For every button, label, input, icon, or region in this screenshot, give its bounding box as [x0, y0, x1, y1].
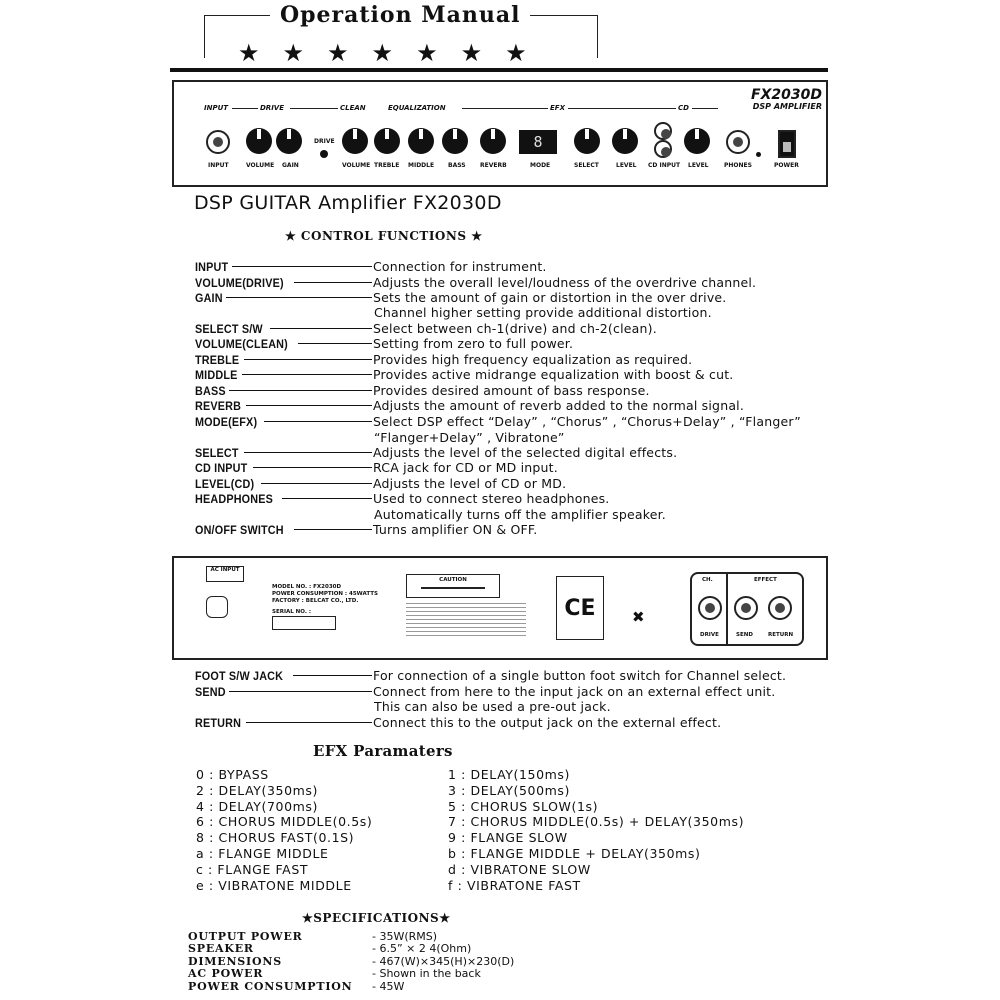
definition-row [195, 398, 745, 413]
definition-description: Select DSP effect “Delay” , “Chorus” , “Chorus+Delay” , “Flanger” [373, 414, 801, 429]
phones-jack [726, 130, 750, 154]
level-efx-knob [612, 128, 638, 154]
power-switch [778, 130, 796, 158]
definition-row [195, 445, 678, 460]
section-equalization: EQUALIZATION [388, 104, 446, 112]
spec-value: - 35W(RMS) [372, 930, 438, 943]
efx-heading: EFX Paramaters [313, 742, 453, 760]
mode-display: 8 [519, 130, 557, 154]
weee-icon: ✖ [632, 608, 645, 626]
definition-term: RETURN [195, 715, 242, 730]
leader-line [246, 405, 372, 406]
definition-row [195, 290, 727, 305]
spec-value: - 45W [372, 979, 405, 993]
spec-key: DIMENSIONS [188, 954, 282, 968]
efx-parameter: c : FLANGE FAST [196, 861, 309, 877]
label-reverb: REVERB [480, 162, 507, 169]
section-rule [692, 108, 718, 109]
definition-row [195, 259, 547, 274]
middle-knob [408, 128, 434, 154]
leader-line [264, 421, 372, 422]
definition-row [195, 321, 657, 336]
definition-description: Provides active midrange equalization with boost & cut. [373, 367, 734, 382]
serial-box [272, 616, 336, 630]
leader-line [253, 467, 372, 468]
ch-label: CH. [702, 577, 713, 583]
control-functions-heading: ★ CONTROL FUNCTIONS ★ [285, 229, 483, 243]
spec-key: POWER CONSUMPTION [188, 979, 353, 993]
label-mode: MODE [530, 162, 551, 169]
efx-parameter: 3 : DELAY(500ms) [448, 782, 571, 798]
section-rule [232, 108, 258, 109]
efx-parameter: e : VIBRATONE MIDDLE [196, 877, 352, 893]
definition-description: Sets the amount of gain or distortion in the over drive. [373, 290, 727, 305]
leader-line [293, 675, 372, 676]
label-volume-clean: VOLUME [342, 162, 371, 169]
manual-title: Operation Manual [270, 2, 530, 28]
definition-row [195, 476, 567, 491]
section-clean: CLEAN [340, 104, 366, 112]
gain-knob [276, 128, 302, 154]
leader-line [298, 343, 372, 344]
ac-input-label: AC INPUT [206, 566, 244, 582]
headphones-continuation: Automatically turns off the amplifier speaker. [374, 507, 666, 522]
definition-description: RCA jack for CD or MD input. [373, 460, 558, 475]
efx-parameter: 7 : CHORUS MIDDLE(0.5s) + DELAY(350ms) [448, 814, 745, 830]
volume-drive-knob [246, 128, 272, 154]
definition-row [195, 491, 610, 506]
header-divider [170, 68, 828, 72]
efx-parameter: 9 : FLANGE SLOW [448, 830, 568, 846]
leader-line [229, 390, 372, 391]
definition-term: CD INPUT [195, 460, 248, 475]
definition-row [195, 336, 574, 351]
label-gain: GAIN [282, 162, 299, 169]
definition-row [195, 275, 757, 290]
foot-switch-jack [698, 596, 722, 620]
front-panel-model: FX2030D DSP AMPLIFIER [751, 87, 822, 111]
definition-term: LEVEL(CD) [195, 476, 255, 491]
definition-term: TREBLE [195, 352, 240, 367]
send-jack-label: SEND [736, 632, 753, 638]
leader-line [261, 483, 372, 484]
back-panel-diagram [172, 556, 828, 660]
label-volume-drive: VOLUME [246, 162, 275, 169]
efx-parameter: 4 : DELAY(700ms) [196, 798, 319, 814]
definition-row [195, 668, 787, 683]
volume-clean-knob [342, 128, 368, 154]
definition-description: Provides desired amount of bass response. [373, 383, 650, 398]
definition-description: Adjusts the amount of reverb added to the normal signal. [373, 398, 745, 413]
definition-row [195, 715, 722, 730]
efx-parameter: d : VIBRATONE SLOW [448, 861, 591, 877]
document-title: DSP GUITAR Amplifier FX2030D [194, 192, 502, 214]
definition-description: Provides high frequency equalization as required. [373, 352, 693, 367]
spec-key: SPEAKER [188, 942, 254, 956]
leader-line [282, 498, 372, 499]
caution-label: CAUTION [406, 574, 500, 598]
leader-line [246, 722, 372, 723]
leader-line [242, 374, 372, 375]
power-led [756, 152, 761, 157]
label-level-efx: LEVEL [616, 162, 637, 169]
effect-label: EFFECT [754, 577, 777, 583]
return-jack [768, 596, 792, 620]
definition-description: Connect from here to the input jack on an external effect unit. [373, 684, 776, 699]
definition-description: Turns amplifier ON & OFF. [373, 522, 538, 537]
cd-input-jack-left [654, 122, 672, 140]
definition-term: MIDDLE [195, 367, 238, 382]
leader-line [244, 359, 372, 360]
label-bass: BASS [448, 162, 466, 169]
front-panel-diagram [172, 80, 828, 187]
spec-value: - 467(W)×345(H)×230(D) [372, 954, 515, 968]
mode-continuation: “Flanger+Delay” , Vibratone” [374, 430, 565, 445]
label-select: SELECT [574, 162, 599, 169]
definition-term: BASS [195, 383, 226, 398]
efx-parameter: 8 : CHORUS FAST(0.1S) [196, 830, 355, 846]
definition-row [195, 383, 650, 398]
ce-mark: CE [556, 576, 604, 640]
label-treble: TREBLE [374, 162, 400, 169]
efx-parameter: a : FLANGE MIDDLE [196, 846, 329, 861]
efx-parameter: 0 : BYPASS [196, 767, 269, 782]
jack-panel [690, 572, 804, 646]
definition-term: VOLUME(DRIVE) [195, 275, 284, 290]
section-input: INPUT [204, 104, 229, 112]
model-info: MODEL NO. : FX2030D POWER CONSUMPTION : 45WATTS FACTORY : BELCAT CO., LTD. SERIAL NO. : [272, 584, 378, 615]
definition-term: INPUT [195, 259, 229, 274]
section-drive: DRIVE [260, 104, 285, 112]
label-middle: MIDDLE [408, 162, 435, 169]
definition-row [195, 522, 538, 537]
section-rule [462, 108, 548, 109]
section-cd: CD [678, 104, 689, 112]
level-cd-knob [684, 128, 710, 154]
warning-text-block [406, 600, 526, 636]
definition-description: Adjusts the level of CD or MD. [373, 476, 567, 491]
definition-term: SELECT S/W [195, 321, 263, 336]
definition-description: Select between ch-1(drive) and ch-2(clean). [373, 321, 657, 336]
definition-term: REVERB [195, 398, 242, 413]
send-jack [734, 596, 758, 620]
return-jack-label: RETURN [768, 632, 794, 638]
section-rule [290, 108, 338, 109]
label-phones: PHONES [724, 162, 752, 169]
definition-row [195, 414, 801, 429]
section-rule [568, 108, 676, 109]
spec-value: - Shown in the back [372, 967, 481, 981]
leader-line [244, 452, 372, 453]
leader-line [270, 328, 372, 329]
drive-led [320, 150, 328, 158]
definition-row [195, 684, 776, 699]
label-cd-input: CD INPUT [648, 162, 681, 169]
jack-divider [726, 574, 728, 644]
leader-line [232, 266, 372, 267]
section-efx: EFX [550, 104, 565, 112]
leader-line [294, 529, 372, 530]
definition-term: GAIN [195, 290, 223, 305]
leader-line [226, 297, 372, 298]
label-power: POWER [774, 162, 799, 169]
label-level-cd: LEVEL [688, 162, 709, 169]
treble-knob [374, 128, 400, 154]
definition-term: VOLUME(CLEAN) [195, 336, 288, 351]
leader-line [229, 691, 372, 692]
definition-term: SEND [195, 684, 226, 699]
header-stars: ★★★★★★★ [238, 39, 550, 67]
spec-value: - 6.5” × 2 4(Ohm) [372, 942, 472, 956]
definition-row [195, 352, 693, 367]
efx-parameter: 6 : CHORUS MIDDLE(0.5s) [196, 814, 373, 830]
send-continuation: This can also be used a pre-out jack. [374, 699, 611, 714]
definition-description: Adjusts the overall level/loudness of the overdrive channel. [373, 275, 757, 290]
select-knob [574, 128, 600, 154]
definition-description: Connection for instrument. [373, 259, 547, 274]
definition-row [195, 367, 734, 382]
leader-line [294, 282, 372, 283]
reverb-knob [480, 128, 506, 154]
definition-description: Setting from zero to full power. [373, 336, 574, 351]
definition-description: Used to connect stereo headphones. [373, 491, 610, 506]
label-drive: DRIVE [314, 138, 335, 145]
definition-term: HEADPHONES [195, 491, 274, 506]
bass-knob [442, 128, 468, 154]
definition-term: MODE(EFX) [195, 414, 258, 429]
ac-input-socket [206, 596, 228, 618]
definition-term: ON/OFF SWITCH [195, 522, 284, 537]
definition-term: FOOT S/W JACK [195, 668, 284, 683]
definition-description: Connect this to the output jack on the external effect. [373, 715, 722, 730]
cd-input-jack-right [654, 140, 672, 158]
drive-jack-label: DRIVE [700, 632, 719, 638]
gain-continuation: Channel higher setting provide additional distortion. [374, 305, 712, 320]
definition-description: For connection of a single button foot switch for Channel select. [373, 668, 787, 683]
definition-row [195, 460, 558, 475]
efx-parameter: 1 : DELAY(150ms) [448, 767, 571, 782]
input-jack [206, 130, 230, 154]
spec-key: OUTPUT POWER [188, 930, 303, 943]
efx-parameter: 2 : DELAY(350ms) [196, 782, 319, 798]
label-input: INPUT [208, 162, 229, 169]
efx-parameter: b : FLANGE MIDDLE + DELAY(350ms) [448, 846, 701, 861]
spec-key: AC POWER [188, 967, 264, 981]
definition-description: Adjusts the level of the selected digital effects. [373, 445, 678, 460]
efx-parameter: 5 : CHORUS SLOW(1s) [448, 798, 599, 814]
efx-parameter: f : VIBRATONE FAST [448, 877, 581, 893]
specifications-heading: ★SPECIFICATIONS★ [302, 911, 451, 925]
definition-term: SELECT [195, 445, 239, 460]
